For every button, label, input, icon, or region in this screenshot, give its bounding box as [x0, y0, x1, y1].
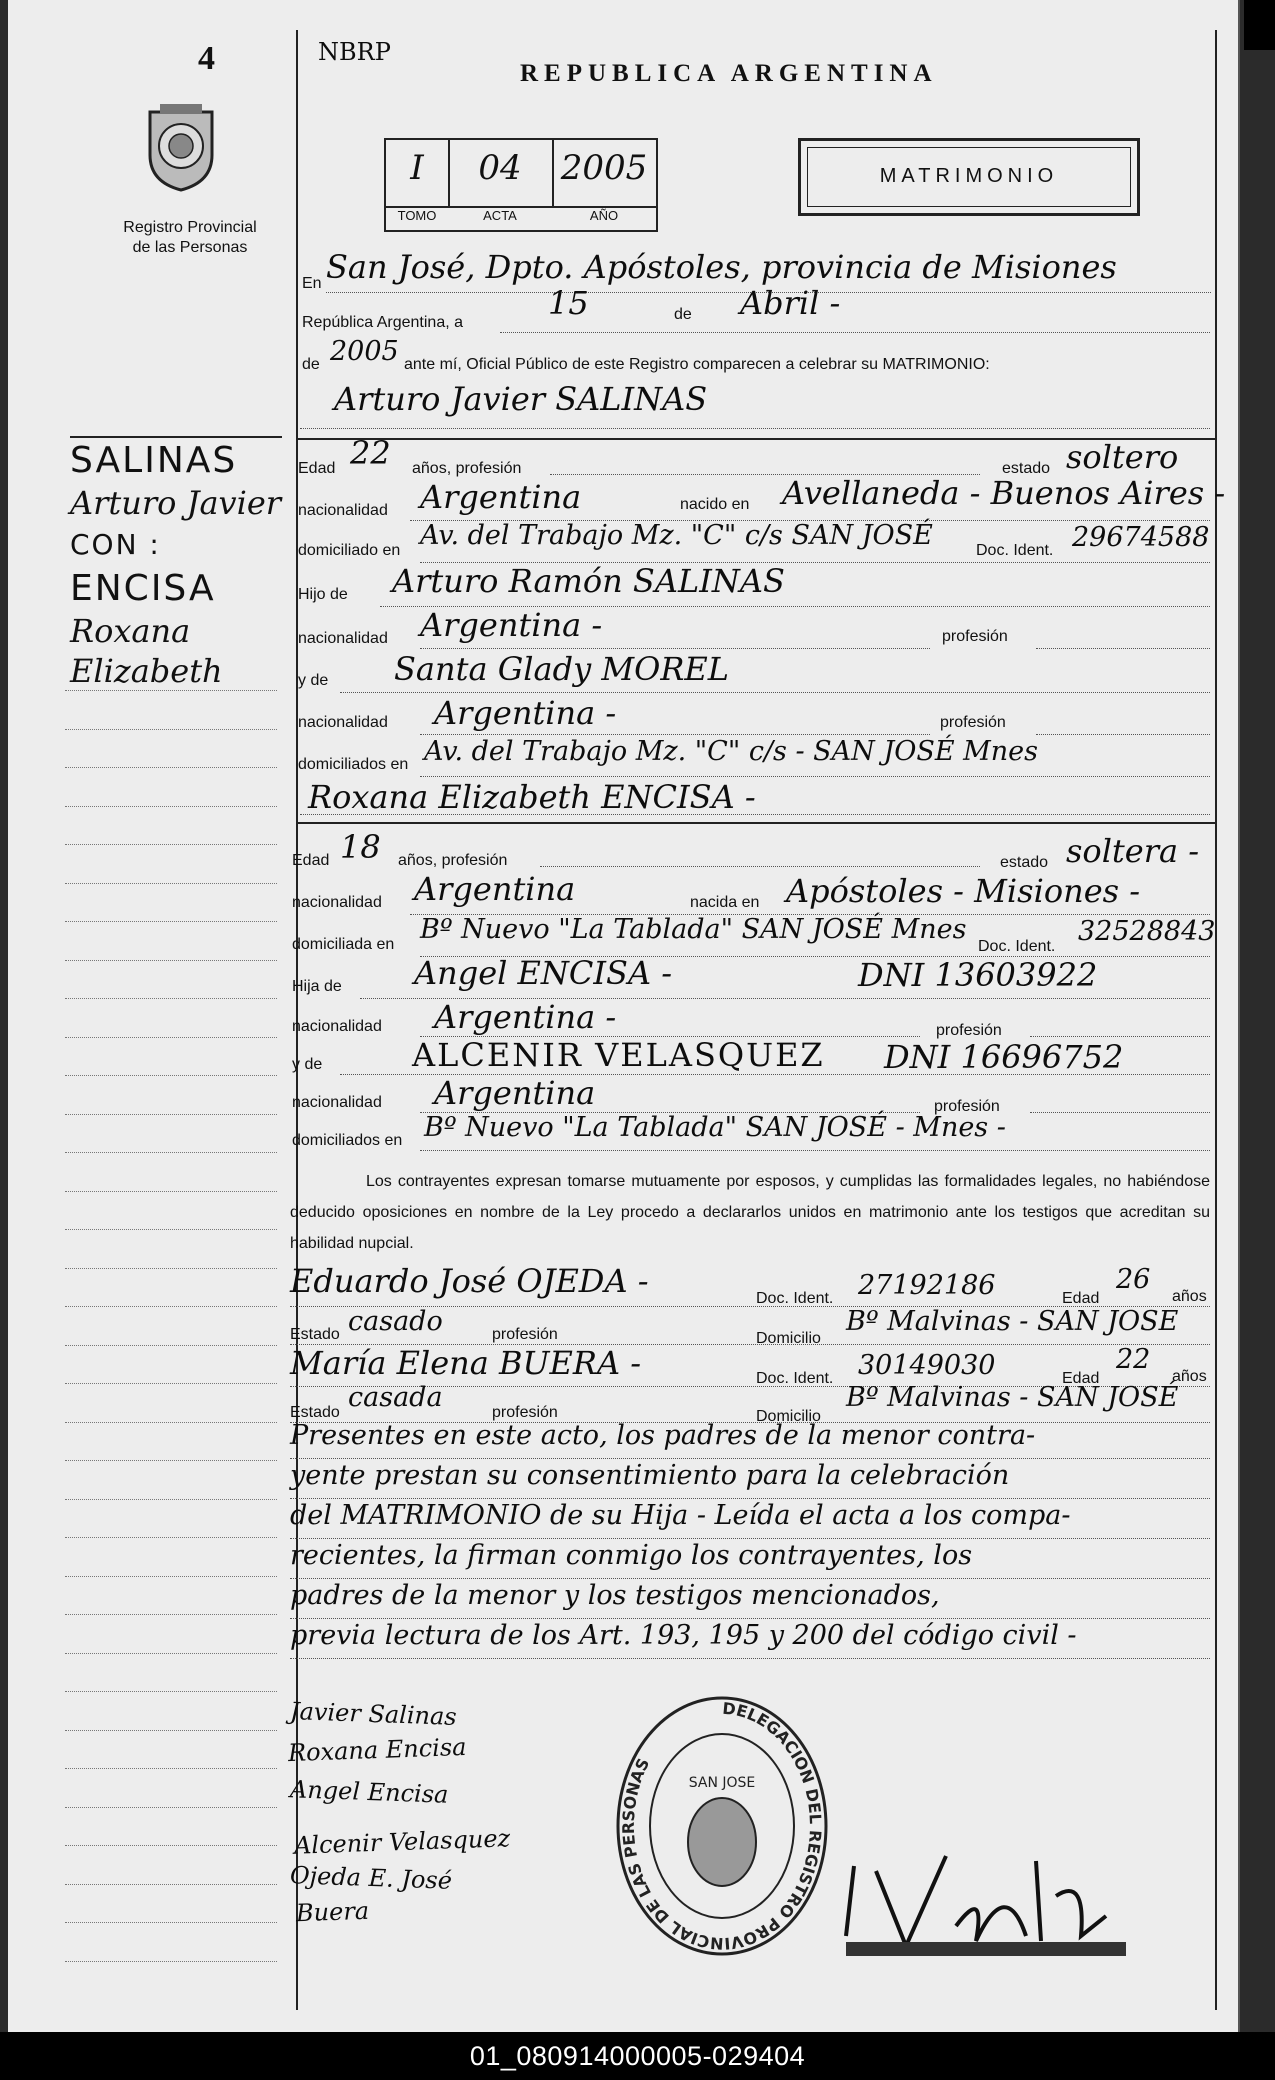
- signature-4: Alcenir Velasquez: [293, 1824, 511, 1860]
- margin-rule-line: [65, 960, 277, 961]
- margin-rule-line: [65, 1114, 277, 1115]
- margin-rule-line: [65, 729, 277, 730]
- bride-mother-prof-label: profesión: [934, 1098, 1000, 1115]
- groom-mother-nationality: Argentina -: [434, 694, 617, 732]
- bride-divider: [296, 822, 1216, 824]
- bride-age: 18: [340, 828, 381, 866]
- margin-rule-line: [65, 1383, 277, 1384]
- bride-mother-nationality: Argentina: [434, 1074, 596, 1112]
- margin-rule-line: [65, 1460, 277, 1461]
- groom-father-nac-label: nacionalidad: [298, 630, 388, 647]
- signature-2: Roxana Encisa: [287, 1732, 467, 1768]
- groom-age: 22: [350, 434, 391, 472]
- margin-groom-given: Arturo Javier: [70, 484, 282, 522]
- bride-parents-address-line: [420, 1150, 1210, 1151]
- groom-mother-line: [340, 692, 1210, 693]
- bride-address: Bº Nuevo "La Tablada" SAN JOSÉ Mnes: [420, 914, 967, 945]
- margin-rule-line: [65, 1499, 277, 1500]
- groom-nacido-label: nacido en: [680, 496, 750, 513]
- bride-doms-label: domiciliados en: [292, 1132, 403, 1149]
- de2-label: de: [302, 356, 320, 373]
- groom-doc-label: Doc. Ident.: [976, 542, 1054, 559]
- margin-rule-line: [65, 998, 277, 999]
- groom-nac-label: nacionalidad: [298, 502, 388, 519]
- margin-rule-line: [65, 1845, 277, 1846]
- margin-rule-line: [65, 1037, 277, 1038]
- note-rule: [290, 1578, 1210, 1579]
- de-label: de: [674, 306, 692, 323]
- margin-rule-line: [65, 1229, 277, 1230]
- margin-rule-line: [65, 767, 277, 768]
- bride-name-line: [300, 814, 1210, 815]
- witness1-address: Bº Malvinas - SAN JOSE: [846, 1306, 1179, 1337]
- margin-rule-line: [65, 1730, 277, 1731]
- margin-bride-given2: Elizabeth: [70, 652, 223, 690]
- tomo-label: TOMO: [397, 208, 437, 223]
- bride-edad-label: Edad: [292, 852, 330, 869]
- registry-label-line1: Registro Provincial: [123, 219, 257, 236]
- margin-rule-line: [65, 1768, 277, 1769]
- witness1-edad-label: Edad: [1062, 1290, 1100, 1307]
- note-line: yente prestan su consentimiento para la celebración: [290, 1460, 1010, 1491]
- groom-father-nat-line: [420, 648, 930, 649]
- witness1-doc: 27192186: [858, 1270, 996, 1301]
- witness2-prof-label: profesión: [492, 1404, 558, 1421]
- bride-father-dni: DNI 13603922: [858, 956, 1098, 994]
- year: 2005: [330, 336, 399, 367]
- registry-label: [105, 218, 275, 258]
- margin-rule-line: [65, 1922, 277, 1923]
- official-stamp-icon: [612, 1692, 832, 1960]
- margin-rule-line: [65, 1691, 277, 1692]
- groom-name: Arturo Javier SALINAS: [334, 380, 708, 418]
- note-rule: [290, 1498, 1210, 1499]
- bride-father-prof-line: [1030, 1036, 1210, 1037]
- margin-rule-line: [65, 1191, 277, 1192]
- anio-label: AÑO: [589, 208, 619, 223]
- margin-rule-line: [65, 1075, 277, 1076]
- witness2-estado: casada: [348, 1382, 443, 1413]
- groom-doms-label: domiciliados en: [298, 756, 409, 773]
- witness1-age: 26: [1116, 1264, 1151, 1295]
- margin-rule-line: [65, 1576, 277, 1577]
- bride-estado-label: estado: [1000, 854, 1049, 871]
- witness2-age: 22: [1116, 1344, 1151, 1375]
- witness1-estado-label: Estado: [290, 1326, 340, 1343]
- bride-doc: 32528843: [1078, 916, 1216, 947]
- signature-6: Buera: [295, 1896, 370, 1928]
- margin-rule-line: [65, 1306, 277, 1307]
- page-number: 4: [198, 40, 215, 77]
- witness2-estado-label: Estado: [290, 1404, 340, 1421]
- bride-nationality: Argentina: [414, 870, 576, 908]
- margin-rule-line: [65, 1345, 277, 1346]
- groom-estado-label: estado: [1002, 460, 1051, 477]
- margin-rule-line: [65, 1653, 277, 1654]
- bride-mother: ALCENIR VELASQUEZ: [412, 1036, 825, 1074]
- bride-doc-label: Doc. Ident.: [978, 938, 1056, 955]
- bride-mother-dni: DNI 16696752: [884, 1038, 1124, 1076]
- groom-hijo-label: Hijo de: [298, 586, 348, 603]
- witness1-anos-label: años: [1172, 1288, 1207, 1305]
- witness2-dom-label: Domicilio: [756, 1408, 821, 1425]
- witness1-prof-label: profesión: [492, 1326, 558, 1343]
- margin-rule-line: [65, 1961, 277, 1962]
- official-signature-icon: [836, 1846, 1136, 1966]
- record-number-box: [384, 138, 658, 232]
- margin-rule-line: [65, 1268, 277, 1269]
- stamp-ring-text: DELEGACION DEL REGISTRO PROVINCIAL DE LAS PERSONAS: [618, 1698, 826, 1954]
- witness1-estado: casado: [348, 1306, 443, 1337]
- stamp-center-text: SAN JOSE: [688, 1775, 756, 1791]
- groom-mother-nat-line: [420, 734, 930, 735]
- registry-label-line2: de las Personas: [132, 239, 248, 256]
- witness1-doc-label: Doc. Ident.: [756, 1290, 834, 1307]
- groom-estado: soltero: [1066, 438, 1179, 476]
- footer-id: 01_080914000005-029404: [469, 2041, 806, 2071]
- bride-hija-label: Hija de: [292, 978, 342, 995]
- groom-parents-address: Av. del Trabajo Mz. "C" c/s - SAN JOSÉ Mnes: [424, 736, 1038, 767]
- note-rule: [290, 1538, 1210, 1539]
- margin-groom-surname: SALINAS: [70, 440, 238, 481]
- bride-estado: soltera -: [1066, 832, 1200, 870]
- note-line: recientes, la firman conmigo los contrayentes, los: [290, 1540, 973, 1571]
- signature-3: Angel Encisa: [289, 1775, 449, 1809]
- document-title: REPUBLICA ARGENTINA: [520, 60, 938, 87]
- bride-dom-label: domiciliada en: [292, 936, 395, 953]
- margin-con: CON :: [70, 528, 161, 561]
- margin-rule-line: [65, 1614, 277, 1615]
- witness2-doc-label: Doc. Ident.: [756, 1370, 834, 1387]
- note-rule: [290, 1458, 1210, 1459]
- witness2-doc: 30149030: [858, 1350, 996, 1381]
- bride-mother-nac-label: nacionalidad: [292, 1094, 382, 1111]
- page-corner: [1244, 0, 1275, 50]
- margin-bride-given: Roxana: [70, 612, 191, 650]
- document-type: MATRIMONIO: [807, 147, 1131, 207]
- bride-father: Angel ENCISA -: [414, 954, 673, 992]
- bride-parents-address: Bº Nuevo "La Tablada" SAN JOSÉ - Mnes -: [424, 1112, 1006, 1143]
- margin-rule-line: [65, 1422, 277, 1423]
- bride-profession-line: [540, 866, 980, 867]
- groom-doc: 29674588: [1072, 522, 1210, 553]
- bride-mother-prof-line: [1030, 1112, 1210, 1113]
- witness1-name: Eduardo José OJEDA -: [290, 1262, 649, 1300]
- day: 15: [548, 284, 589, 322]
- margin-rule-line: [65, 1152, 277, 1153]
- bride-yde-label: y de: [292, 1056, 323, 1073]
- groom-father-prof-label: profesión: [942, 628, 1008, 645]
- tomo-value: I: [410, 148, 424, 188]
- declaration-text: Los contrayentes expresan tomarse mutuamente por esposos, y cumplidas las formalidades legales, no habiéndose deducido oposiciones en nombre de la Ley procedo a declararlos unidos en matrimonio ante los testigos que acreditan su habilidad nupcial.: [290, 1173, 1210, 1252]
- bride-anos-label: años, profesión: [398, 852, 508, 869]
- bride-birthplace: Apóstoles - Misiones -: [786, 872, 1141, 910]
- bride-father-prof-label: profesión: [936, 1022, 1002, 1039]
- groom-birthplace: Avellaneda - Buenos Aires -: [782, 474, 1226, 512]
- groom-father-nationality: Argentina -: [420, 606, 603, 644]
- margin-top-divider: [70, 436, 282, 438]
- signature-5: Ojeda E. José: [289, 1861, 453, 1895]
- margin-rule-line: [65, 1807, 277, 1808]
- right-margin-line: [1215, 30, 1217, 2010]
- groom-mother-prof-label: profesión: [940, 714, 1006, 731]
- margin-rule-line: [65, 806, 277, 807]
- month: Abril -: [740, 284, 841, 322]
- bride-name: Roxana Elizabeth ENCISA -: [308, 778, 756, 816]
- note-line: Presentes en este acto, los padres de la menor contra-: [290, 1420, 1036, 1451]
- groom-name-line: [300, 428, 1210, 429]
- bride-nacida-label: nacida en: [690, 894, 760, 911]
- acta-value: 04: [478, 148, 522, 188]
- bride-father-nationality: Argentina -: [434, 998, 617, 1036]
- groom-father-prof-line: [1036, 648, 1210, 649]
- document-type-box: [798, 138, 1140, 216]
- groom-address: Av. del Trabajo Mz. "C" c/s SAN JOSÉ: [420, 520, 933, 551]
- en-label: En: [302, 275, 322, 292]
- groom-yde-label: y de: [298, 672, 329, 689]
- groom-nationality: Argentina: [420, 478, 582, 516]
- witness2-edad-label: Edad: [1062, 1370, 1100, 1387]
- groom-mother-prof-line: [1036, 734, 1210, 735]
- registry-seal-icon: [140, 100, 222, 192]
- note-line: del MATRIMONIO de su Hija - Leída el acta a los compa-: [290, 1500, 1071, 1531]
- signature-1: Javier Salinas: [289, 1697, 458, 1731]
- bride-nac-label: nacionalidad: [292, 894, 382, 911]
- note-line: previa lectura de los Art. 193, 195 y 200 del código civil -: [290, 1620, 1077, 1651]
- groom-father: Arturo Ramón SALINAS: [392, 562, 785, 600]
- margin-rule-line: [65, 690, 277, 691]
- witness2-address: Bº Malvinas - SAN JOSÉ: [846, 1382, 1179, 1413]
- witness1-dom-label: Domicilio: [756, 1330, 821, 1347]
- margin-rule-line: [65, 921, 277, 922]
- groom-mother: Santa Glady MOREL: [394, 650, 730, 688]
- note-rule: [290, 1658, 1210, 1659]
- date-line: [500, 332, 1210, 333]
- note-line: padres de la menor y los testigos mencionados,: [290, 1580, 940, 1611]
- margin-rule-line: [65, 883, 277, 884]
- witness2-anos-label: años: [1172, 1368, 1207, 1385]
- margin-rule-line: [65, 1537, 277, 1538]
- anio-value: 2005: [560, 148, 648, 188]
- note-rule: [290, 1618, 1210, 1619]
- groom-dom-label: domiciliado en: [298, 542, 401, 559]
- acta-label: ACTA: [483, 208, 517, 223]
- groom-edad-label: Edad: [298, 460, 336, 477]
- witness2-name: María Elena BUERA -: [290, 1344, 642, 1382]
- place: San José, Dpto. Apóstoles, provincia de Misiones: [326, 248, 1117, 286]
- bride-father-nac-label: nacionalidad: [292, 1018, 382, 1035]
- margin-rule-line: [65, 1884, 277, 1885]
- top-note: NBRP: [318, 38, 391, 66]
- groom-parents-address-line: [420, 776, 1210, 777]
- groom-mother-nac-label: nacionalidad: [298, 714, 388, 731]
- republica-label: República Argentina, a: [302, 314, 463, 331]
- margin-rule-line: [65, 844, 277, 845]
- margin-bride-surname: ENCISA: [70, 568, 216, 609]
- appear-text: ante mí, Oficial Público de este Registro comparecen a celebrar su MATRIMONIO:: [404, 356, 990, 373]
- groom-anos-label: años, profesión: [412, 460, 522, 477]
